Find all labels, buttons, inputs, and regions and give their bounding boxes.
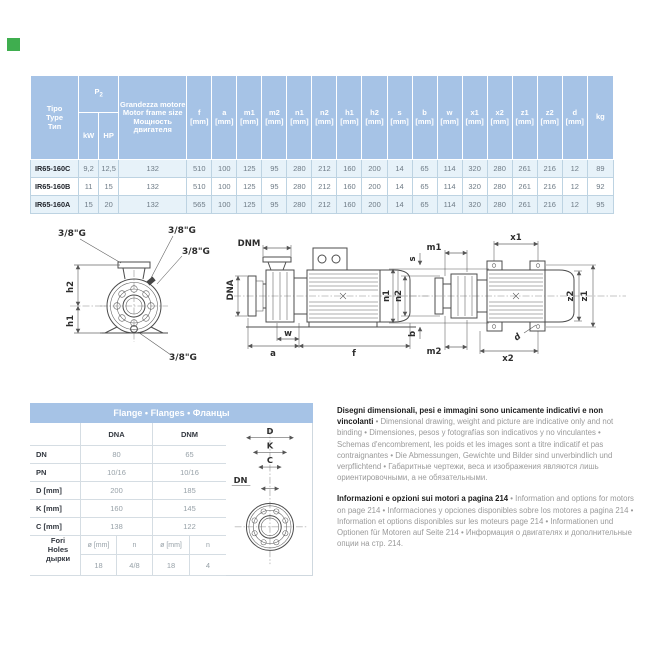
dim-label-dna: DNA	[226, 279, 236, 301]
dim-label-d: d	[512, 331, 524, 344]
dim-label-m2: m2	[426, 347, 442, 357]
holes-label: Fori Holes дырки	[30, 536, 80, 576]
col-header-h2: h2 [mm]	[362, 76, 387, 160]
flange-drawing-panel	[226, 423, 313, 576]
dim-label-a: a	[270, 349, 276, 359]
col-header-m1: m1 [mm]	[237, 76, 262, 160]
col-header-kw: kW	[79, 113, 99, 160]
col-header-m2: m2 [mm]	[262, 76, 287, 160]
dim-label-h2: h2	[66, 281, 76, 293]
dim-label-dnm: DNM	[237, 239, 261, 249]
dim-label-z1: z1	[580, 290, 590, 302]
col-header-b: b [mm]	[412, 76, 437, 160]
dim-label-K: K	[266, 440, 274, 451]
col-header-type: Tipo Type Тип	[31, 76, 79, 160]
dim-label-m1: m1	[426, 243, 442, 253]
dimensional-drawings	[30, 220, 630, 398]
flange-section	[30, 403, 313, 576]
col-header-h1: h1 [mm]	[337, 76, 362, 160]
col-header-kg: kg	[587, 76, 613, 160]
flange-drawing	[226, 423, 312, 570]
dim-label-h1: h1	[66, 315, 76, 327]
table-row: IR65-160A 15 20 132 565 100 125 95 280 212 160 200 14 65 114 320 280 261 216 12 95	[31, 196, 614, 214]
col-header-z2: z2 [mm]	[537, 76, 562, 160]
col-header-n2: n2 [mm]	[312, 76, 337, 160]
dim-label-D: D	[266, 425, 274, 436]
col-header-w: w [mm]	[437, 76, 462, 160]
dim-label-DN: DN	[233, 474, 248, 485]
dim-label-n1: n1	[382, 290, 392, 302]
dim-label-z2: z2	[566, 290, 576, 302]
pump-model: IR65-160A	[31, 196, 79, 214]
col-header-frame-size: Grandezza motore Motor frame size Мощность двигателя	[119, 76, 187, 160]
dim-label-b: b	[408, 330, 418, 338]
dim-label-n2: n2	[394, 290, 404, 302]
note-dimensions: Disegni dimensionali, pesi e immagini sono unicamente indicativi e non vincolanti • Dimensional drawing, weight and picture are indicative only and not binding • Dimensiones, pesos y fotografías son indicativos y no vinculantes • Schemas d'encombrement, les poids et les images sont a titre indicatif et pas contraignantes • Die Abmessungen, Gewichte und Bilder sind unverbindlich und verpflichtend • Габаритные чертежи, веса и изображения являются лишь ориентировочными, а не обязательными.	[337, 406, 614, 483]
page-corner-marker	[7, 38, 20, 51]
pump-model: IR65-160B	[31, 178, 79, 196]
col-header-hp: HP	[99, 113, 119, 160]
flange-col-dnm: DNM	[152, 423, 226, 446]
col-header-n1: n1 [mm]	[287, 76, 312, 160]
col-header-s: s [mm]	[387, 76, 412, 160]
flange-table: DNA DNM DN 80 65 PN 10/16 10/16 D [mm] 200 185 K [mm] 160 145 C [mm] 138 122 Fori Holes дырки ø [mm] n ø [mm] n 18 4/8 18 4	[30, 423, 226, 576]
note-motor-options: Informazioni e opzioni sui motori a pagina 214 • Information and options for motors on page 214 • Informaciones y opciones disponibles sobre los motores a pagina 214 • Information et options disponibles sur les moteurs page 214 • Informationen und Optionen für Motoren auf Seite 214 • Информация о двигателях и дополнительные опции на стр. 214.	[337, 494, 634, 549]
col-header-a: a [mm]	[212, 76, 237, 160]
table-row: IR65-160C 9,2 12,5 132 510 100 125 95 280 212 160 200 14 65 114 320 280 261 216 12 89	[31, 160, 614, 178]
flange-section-title: Flange • Flanges • Фланцы	[30, 403, 313, 423]
notes-block	[337, 405, 634, 559]
dim-label-f: f	[352, 349, 356, 359]
col-header-f: f [mm]	[187, 76, 212, 160]
dim-label-x1: x1	[510, 233, 522, 243]
col-header-p2: $P_2$	[79, 76, 119, 113]
plug-label: 3/8"G	[169, 353, 197, 363]
flange-col-dna: DNA	[80, 423, 152, 446]
col-header-z1: z1 [mm]	[512, 76, 537, 160]
pump-top-view-drawing	[382, 233, 626, 364]
plug-label: 3/8"G	[58, 229, 86, 239]
col-header-x1: x1 [mm]	[462, 76, 487, 160]
col-header-d: d [mm]	[562, 76, 587, 160]
dim-label-w: w	[284, 329, 292, 339]
plug-label: 3/8"G	[182, 247, 210, 257]
dim-label-s: s	[408, 256, 418, 262]
plug-label: 3/8"G	[168, 226, 196, 236]
dim-label-x2: x2	[502, 354, 514, 364]
dim-label-C: C	[266, 455, 274, 466]
pump-model: IR65-160C	[31, 160, 79, 178]
pump-spec-table-section	[30, 75, 614, 214]
col-header-x2: x2 [mm]	[487, 76, 512, 160]
specs-table	[30, 75, 614, 214]
pump-front-view-drawing	[58, 226, 210, 363]
table-row: IR65-160B 11 15 132 510 100 125 95 280 212 160 200 14 65 114 320 280 261 216 12 92	[31, 178, 614, 196]
